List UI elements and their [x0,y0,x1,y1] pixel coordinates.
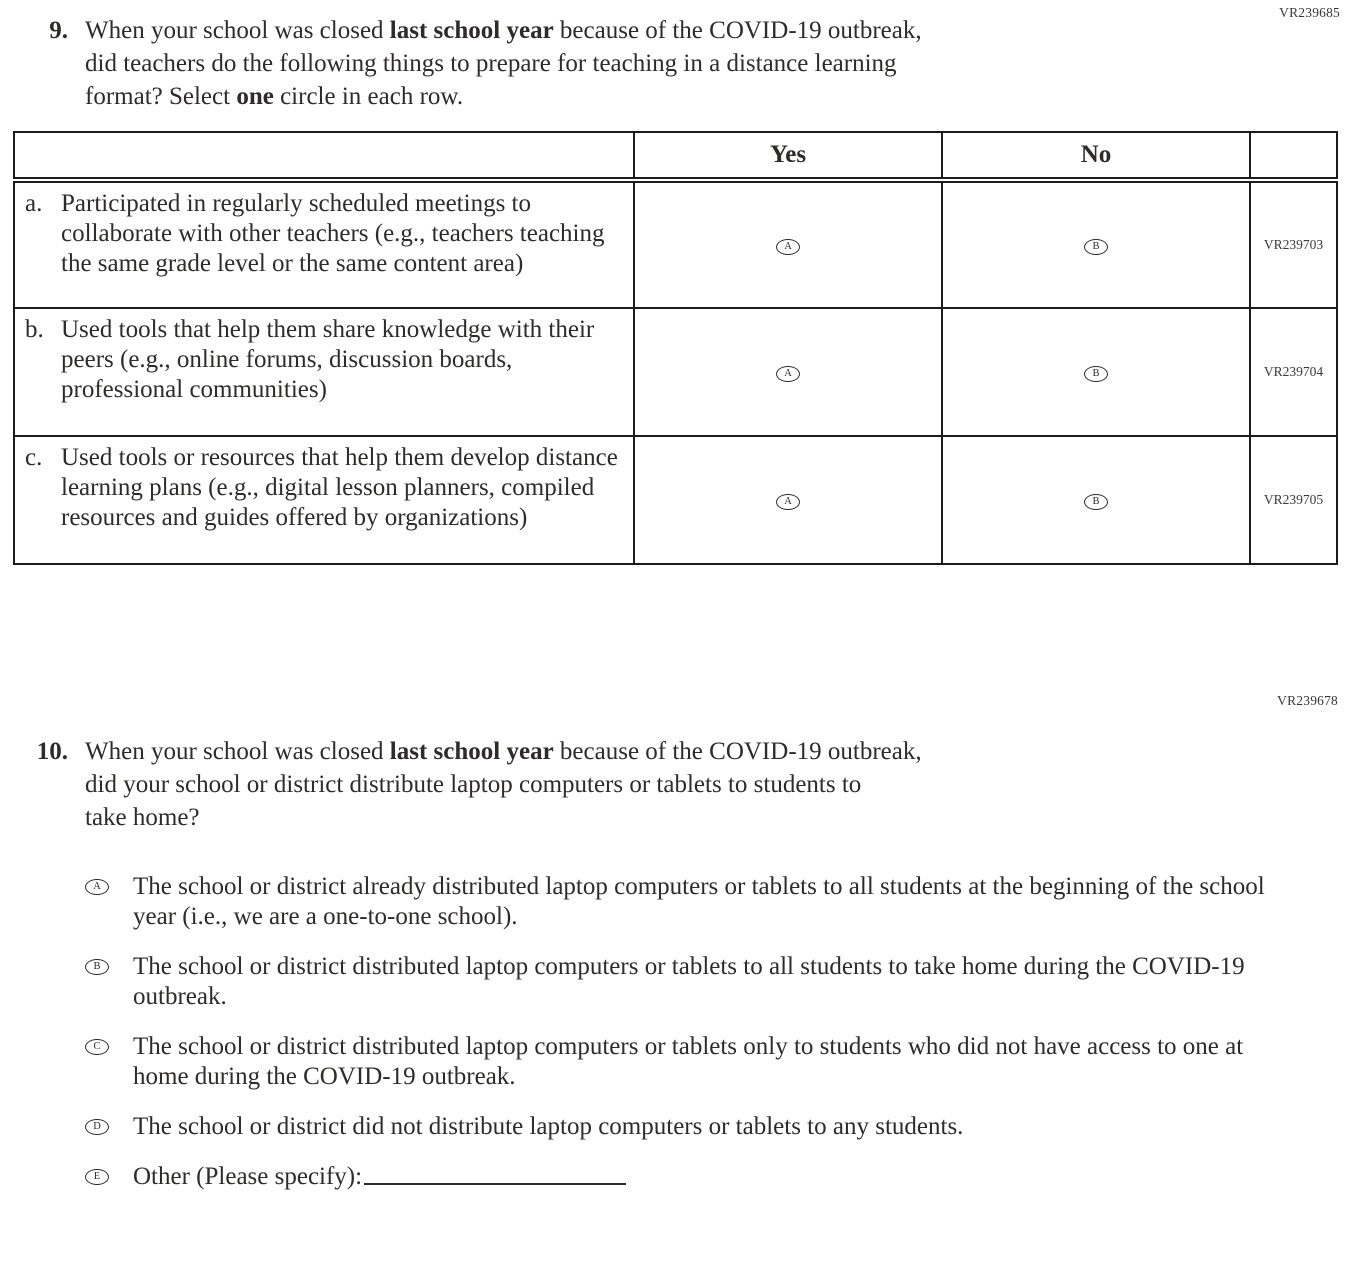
row-c-stem [14,436,634,564]
q9-line3-post: circle in each row. [273,83,464,110]
row-a-text: Participated in regularly scheduled meetings to collaborate with other teachers (e.g., teachers teaching the same grade level or the same content area) [61,190,605,277]
row-a-letter: a. [25,190,43,217]
option-a [85,872,1348,932]
q9-line1-pre: When your school was closed [85,17,390,44]
question-9 [0,14,1348,113]
row-b-text: Used tools that help them share knowledge with their peers (e.g., online forums, discussion boards, professional communities) [61,316,595,403]
row-c-code: VR239705 [1250,436,1337,564]
option-c [85,1032,1348,1092]
question-10-number: 10. [36,738,68,765]
q10-line2: did your school or district distribute laptop computers or tablets to students to [85,771,862,798]
option-d-bubble[interactable]: D [85,1119,109,1135]
option-b-text: The school or district distributed laptop computers or tablets to all students to take home during the COVID-19 outbreak. [133,953,1245,1010]
row-b-stem [14,308,634,436]
row-c-no-cell [942,436,1250,564]
row-c-yes-option-bubble[interactable]: A [776,494,800,510]
question-10 [0,735,1348,834]
header-empty-cell [14,132,634,180]
option-d [85,1112,1348,1142]
option-d-text: The school or district did not distribute laptop computers or tablets to any students. [133,1113,964,1140]
question-10-text [85,735,922,834]
option-b [85,952,1348,1012]
row-c-text: Used tools or resources that help them develop distance learning plans (e.g., digital lesson planners, compiled resources and guides offered by organizations) [61,444,618,531]
q9-line2: did teachers do the following things to prepare for teaching in a distance learning [85,50,897,77]
row-a-yes-cell [634,180,942,308]
question-10-options [85,872,1348,1192]
row-a-stem [14,180,634,308]
table-row [14,436,1337,564]
row-b-yes-cell [634,308,942,436]
option-b-bubble[interactable]: B [85,959,109,975]
row-c-yes-cell [634,436,942,564]
table-header-row [14,132,1337,180]
row-c-letter: c. [25,444,43,471]
q9-line1-post: because of the COVID-19 outbreak, [553,17,922,44]
form-code-mid: VR239678 [1277,693,1338,708]
column-header-no: No [942,132,1250,180]
row-a-no-cell [942,180,1250,308]
question-9-table [13,131,1338,565]
row-b-no-cell [942,308,1250,436]
row-b-letter: b. [25,316,44,343]
other-specify-blank[interactable] [364,1182,626,1185]
option-c-text: The school or district distributed laptop computers or tablets only to students who did not have access to one at home during the COVID-19 outbreak. [133,1033,1244,1090]
row-b-yes-option-bubble[interactable]: A [776,366,800,382]
q9-line3-pre: format? Select [85,83,237,110]
option-c-bubble[interactable]: C [85,1039,109,1055]
option-a-text: The school or district already distributed laptop computers or tablets to all students at the beginning of the school year (i.e., we are a one-to-one school). [133,873,1265,930]
option-e-label: Other (Please specify): [133,1163,363,1190]
question-9-number: 9. [49,17,68,44]
row-c-no-option-bubble[interactable]: B [1084,494,1108,510]
option-a-bubble[interactable]: A [85,879,109,895]
option-e [85,1162,1348,1192]
question-9-text [85,14,922,113]
q9-line3-bold: one [236,83,274,110]
option-e-bubble[interactable]: E [85,1169,109,1185]
row-b-no-option-bubble[interactable]: B [1084,366,1108,382]
row-b-code: VR239704 [1250,308,1337,436]
table-row [14,308,1337,436]
q10-line1-pre: When your school was closed [85,738,390,765]
row-a-yes-option-bubble[interactable]: A [776,239,800,255]
row-a-code: VR239703 [1250,180,1337,308]
q9-line1-bold: last school year [389,17,554,44]
q10-line1-bold: last school year [389,738,554,765]
row-a-no-option-bubble[interactable]: B [1084,239,1108,255]
column-header-yes: Yes [634,132,942,180]
form-code-top: VR239685 [1279,5,1340,20]
header-code-cell [1250,132,1337,180]
table-row [14,180,1337,308]
q10-line3: take home? [85,804,200,831]
q10-line1-post: because of the COVID-19 outbreak, [553,738,922,765]
option-e-text [133,1162,626,1192]
